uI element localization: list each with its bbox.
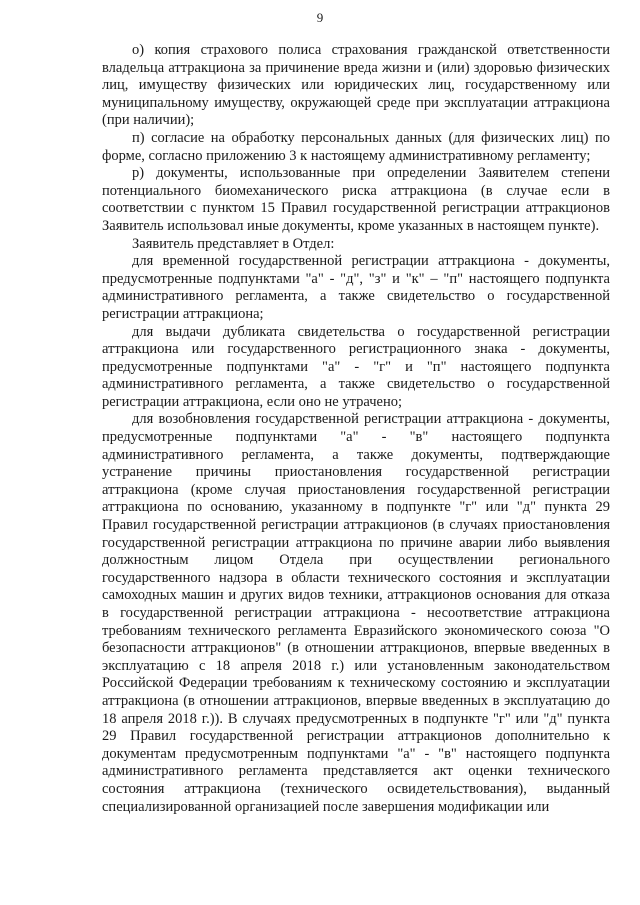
page-number: 9	[316, 10, 324, 25]
document-body	[102, 42, 610, 816]
paragraph-resumption-registration: для возобновления государственной регистрации аттракциона - документы, предусмотренные подпунктами "а" - "в" настоящего подпункта административного регламента, а также документы, подтверждающие устранение причины приостановления государственной регистрации аттракциона (кроме случая приостановления государственной регистрации аттракциона по основанию, указанному в подпункте "г" или "д" пункта 29 Правил государственной регистрации аттракционов (в случаях приостановления государственной регистрации аттракциона по причине аварии либо выявления должностным лицом Отдела при осуществлении регионального государственного надзора в области технического состояния и эксплуатации самоходных машин и других видов техники, аттракционов основания для отказа в государственной регистрации аттракциона - несоответствие аттракциона требованиям технического регламента Евразийского экономического союза "О безопасности аттракционов" (в отношении аттракционов, впервые введенных в эксплуатацию с 18 апреля 2018 г.) или установленным законодательством Российской Федерации требованиям к техническому состоянию и эксплуатации аттракциона (в отношении аттракционов, впервые введенных в эксплуатацию до 18 апреля 2018 г.)). В случаях предусмотренных в подпункте "г" или "д" пункта 29 Правил государственной регистрации аттракционов дополнительно к документам предусмотренным подпунктами "а" - "в" настоящего подпункта административного регламента представляется акт оценки технического состояния аттракциона (технического освидетельствования), выданный специализированной организацией после завершения модификации или	[102, 411, 610, 815]
paragraph-item-o: о) копия страхового полиса страхования гражданской ответственности владельца аттракциона за причинение вреда жизни и (или) здоровью физических лиц, имуществу физических или юридических лиц, государственному или муниципальному имуществу, окружающей среде при эксплуатации аттракциона (при наличии);	[102, 42, 610, 129]
paragraph-duplicate-certificate: для выдачи дубликата свидетельства о государственной регистрации аттракциона или государственного регистрационного знака - документы, предусмотренные подпунктами "а" - "г" и "п" настоящего подпункта административного регламента, а также свидетельство о государственной регистрации аттракциона, если оно не утрачено;	[102, 323, 610, 410]
paragraph-applicant-submits: Заявитель представляет в Отдел:	[132, 235, 335, 252]
paragraph-item-r: р) документы, использованные при определении Заявителем степени потенциального биомеханического риска аттракциона (в случае если в соответствии с пунктом 15 Правил государственной регистрации аттракционов Заявитель использовал иные документы, кроме указанных в настоящем пункте).	[102, 165, 610, 234]
paragraph-temporary-registration: для временной государственной регистрации аттракциона - документы, предусмотренные подпунктами "а" - "д", "з" и "к" – "п" настоящего подпункта административного регламента, а также свидетельство о государственной регистрации аттракциона;	[102, 253, 610, 322]
paragraph-item-p: п) согласие на обработку персональных данных (для физических лиц) по форме, согласно приложению 3 к настоящему административному регламенту;	[102, 129, 610, 164]
